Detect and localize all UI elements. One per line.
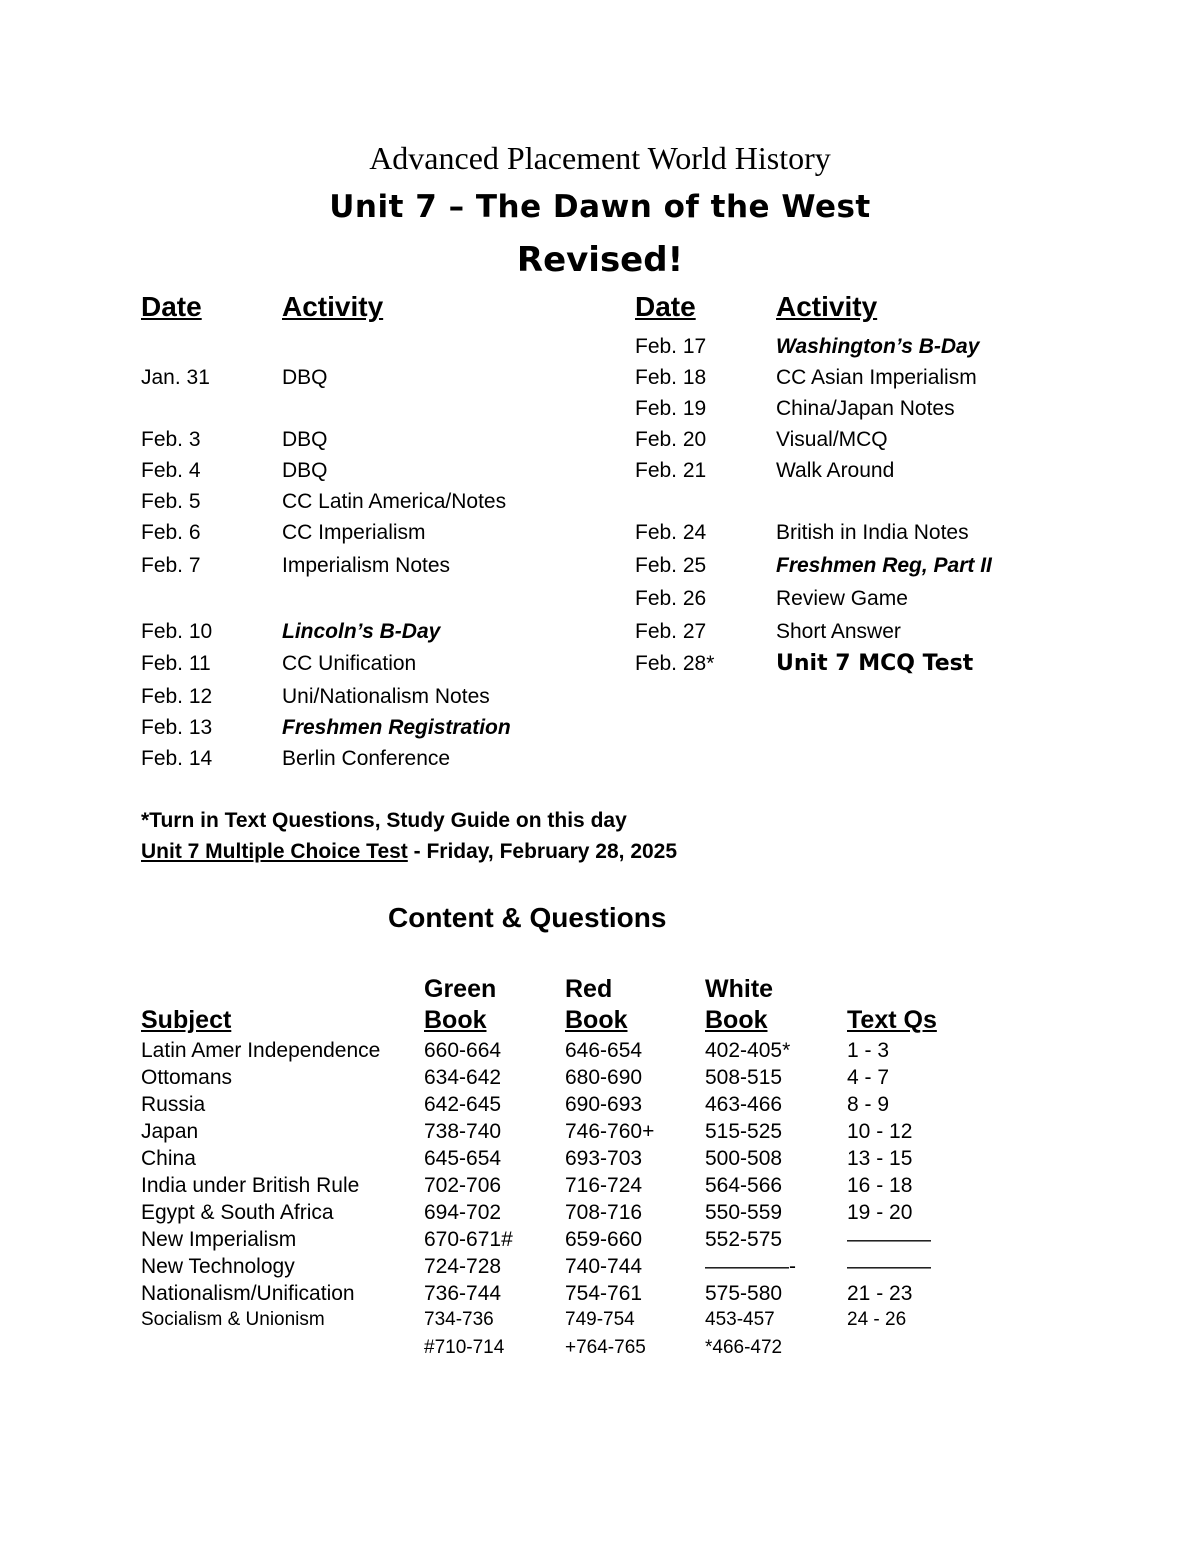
schedule-date: Feb. 10 <box>141 620 213 643</box>
schedule-date: Feb. 12 <box>141 685 213 708</box>
table-cell-subject: New Imperialism <box>141 1228 297 1251</box>
table-cell-white: ————- <box>705 1255 796 1278</box>
table-cell-qs: ———— <box>847 1255 931 1278</box>
table-cell-white: 564-566 <box>705 1174 783 1197</box>
table-cell-white: 550-559 <box>705 1201 783 1224</box>
test-date: - Friday, February 28, 2025 <box>407 840 678 863</box>
right-date-header: Date <box>635 291 696 322</box>
table-cell-red: 746-760+ <box>565 1120 655 1143</box>
schedule-activity: DBQ <box>282 366 328 389</box>
table-cell-green: #710-714 <box>424 1337 505 1358</box>
schedule-activity: DBQ <box>282 459 328 482</box>
table-cell-subject: Ottomans <box>141 1066 233 1089</box>
table-cell-green: 734-736 <box>424 1309 494 1330</box>
left-date-header: Date <box>141 291 202 322</box>
table-cell-green: 660-664 <box>424 1039 502 1062</box>
schedule-activity: Review Game <box>776 587 908 610</box>
table-cell-white: 500-508 <box>705 1147 783 1170</box>
schedule-date: Feb. 18 <box>635 366 707 389</box>
schedule-activity: Washington’s B-Day <box>776 335 980 358</box>
table-cell-subject: Japan <box>141 1120 199 1143</box>
right-activity-header: Activity <box>776 291 878 322</box>
schedule-activity: China/Japan Notes <box>776 397 955 420</box>
table-cell-red: 708-716 <box>565 1201 643 1224</box>
schedule-activity: CC Asian Imperialism <box>776 366 977 389</box>
table-cell-red: 716-724 <box>565 1174 643 1197</box>
schedule-activity: Walk Around <box>776 459 895 482</box>
table-cell-subject: Egypt & South Africa <box>141 1201 334 1224</box>
table-cell-red: 740-744 <box>565 1255 643 1278</box>
table-cell-green: 645-654 <box>424 1147 502 1170</box>
test-date-note <box>141 840 677 864</box>
table-cell-white: 508-515 <box>705 1066 783 1089</box>
course-title: Advanced Placement World History <box>369 140 831 176</box>
schedule-date: Feb. 3 <box>141 428 201 451</box>
table-cell-qs: 21 - 23 <box>847 1282 913 1305</box>
schedule-date: Feb. 17 <box>635 335 707 358</box>
table-cell-qs: 24 - 26 <box>847 1309 907 1330</box>
schedule-date: Feb. 19 <box>635 397 707 420</box>
table-cell-subject: Nationalism/Unification <box>141 1282 355 1305</box>
table-cell-red: 680-690 <box>565 1066 643 1089</box>
schedule-activity-test: Unit 7 MCQ Test <box>776 651 974 676</box>
table-cell-green: 694-702 <box>424 1201 502 1224</box>
schedule-date: Jan. 31 <box>141 366 210 389</box>
schedule-date: Feb. 21 <box>635 459 707 482</box>
table-cell-green: 642-645 <box>424 1093 502 1116</box>
schedule-activity: British in India Notes <box>776 521 969 544</box>
red-book-header-top: Red <box>565 975 613 1003</box>
schedule-date: Feb. 4 <box>141 459 201 482</box>
table-cell-white: 453-457 <box>705 1309 775 1330</box>
table-cell-red: 754-761 <box>565 1282 643 1305</box>
table-cell-white: 463-466 <box>705 1093 783 1116</box>
green-book-header: Book <box>424 1006 487 1034</box>
table-cell-subject: New Technology <box>141 1255 295 1278</box>
unit-title: Unit 7 – The Dawn of the West <box>329 189 871 225</box>
table-cell-white: 575-580 <box>705 1282 783 1305</box>
schedule-date: Feb. 24 <box>635 521 707 544</box>
content-title: Content & Questions <box>388 902 667 933</box>
red-book-header: Book <box>565 1006 628 1034</box>
table-cell-white: *466-472 <box>705 1337 783 1358</box>
schedule-date: Feb. 7 <box>141 554 201 577</box>
schedule-date: Feb. 14 <box>141 747 213 770</box>
left-activity-header: Activity <box>282 291 384 322</box>
table-cell-red: 646-654 <box>565 1039 643 1062</box>
table-cell-green: 634-642 <box>424 1066 502 1089</box>
text-qs-header: Text Qs <box>847 1006 937 1034</box>
schedule-date: Feb. 5 <box>141 490 201 513</box>
table-cell-qs: 16 - 18 <box>847 1174 913 1197</box>
test-label: Unit 7 Multiple Choice Test <box>141 840 408 863</box>
table-cell-white: 552-575 <box>705 1228 783 1251</box>
table-cell-qs: 10 - 12 <box>847 1120 913 1143</box>
green-book-header-top: Green <box>424 975 497 1003</box>
table-cell-green: 670-671# <box>424 1228 513 1251</box>
table-cell-subject: China <box>141 1147 196 1170</box>
subject-header: Subject <box>141 1006 232 1034</box>
table-cell-white: 402-405* <box>705 1039 791 1062</box>
schedule-date: Feb. 28* <box>635 652 715 675</box>
schedule-activity: CC Unification <box>282 652 417 675</box>
schedule-activity: CC Imperialism <box>282 521 426 544</box>
table-cell-green: 736-744 <box>424 1282 502 1305</box>
table-cell-subject: Latin Amer Independence <box>141 1039 381 1062</box>
table-cell-red: 693-703 <box>565 1147 643 1170</box>
table-cell-qs: 13 - 15 <box>847 1147 913 1170</box>
schedule-date: Feb. 11 <box>141 652 211 675</box>
table-cell-qs: 4 - 7 <box>847 1066 890 1089</box>
schedule-date: Feb. 26 <box>635 587 707 610</box>
schedule-activity: Freshmen Registration <box>282 716 511 739</box>
table-cell-green: 702-706 <box>424 1174 502 1197</box>
schedule-activity: Berlin Conference <box>282 747 451 770</box>
schedule-activity: CC Latin America/Notes <box>282 490 507 513</box>
table-cell-red: 749-754 <box>565 1309 635 1330</box>
table-cell-red: 690-693 <box>565 1093 643 1116</box>
schedule-date: Feb. 25 <box>635 554 707 577</box>
schedule-date: Feb. 6 <box>141 521 201 544</box>
table-cell-qs: 1 - 3 <box>847 1039 890 1062</box>
white-book-header: Book <box>705 1006 768 1034</box>
table-cell-green: 738-740 <box>424 1120 502 1143</box>
table-cell-subject: Russia <box>141 1093 206 1116</box>
turn-in-note: *Turn in Text Questions, Study Guide on this day <box>141 809 627 832</box>
table-cell-qs: ———— <box>847 1228 931 1251</box>
schedule-activity: Short Answer <box>776 620 901 643</box>
schedule-activity: Lincoln’s B-Day <box>282 620 441 643</box>
table-cell-red: +764-765 <box>565 1337 646 1358</box>
schedule-activity: Uni/Nationalism Notes <box>282 685 490 708</box>
table-cell-red: 659-660 <box>565 1228 643 1251</box>
schedule-date: Feb. 13 <box>141 716 213 739</box>
schedule-date: Feb. 20 <box>635 428 707 451</box>
table-cell-subject: India under British Rule <box>141 1174 360 1197</box>
schedule-activity: DBQ <box>282 428 328 451</box>
table-cell-subject: Socialism & Unionism <box>141 1309 325 1330</box>
schedule-date: Feb. 27 <box>635 620 707 643</box>
schedule-activity: Imperialism Notes <box>282 554 451 577</box>
schedule-activity: Visual/MCQ <box>776 428 888 451</box>
table-cell-qs: 8 - 9 <box>847 1093 890 1116</box>
table-cell-green: 724-728 <box>424 1255 502 1278</box>
revised-label: Revised! <box>516 240 684 280</box>
table-cell-qs: 19 - 20 <box>847 1201 913 1224</box>
table-cell-white: 515-525 <box>705 1120 783 1143</box>
white-book-header-top: White <box>705 975 774 1003</box>
schedule-activity: Freshmen Reg, Part II <box>776 554 992 577</box>
